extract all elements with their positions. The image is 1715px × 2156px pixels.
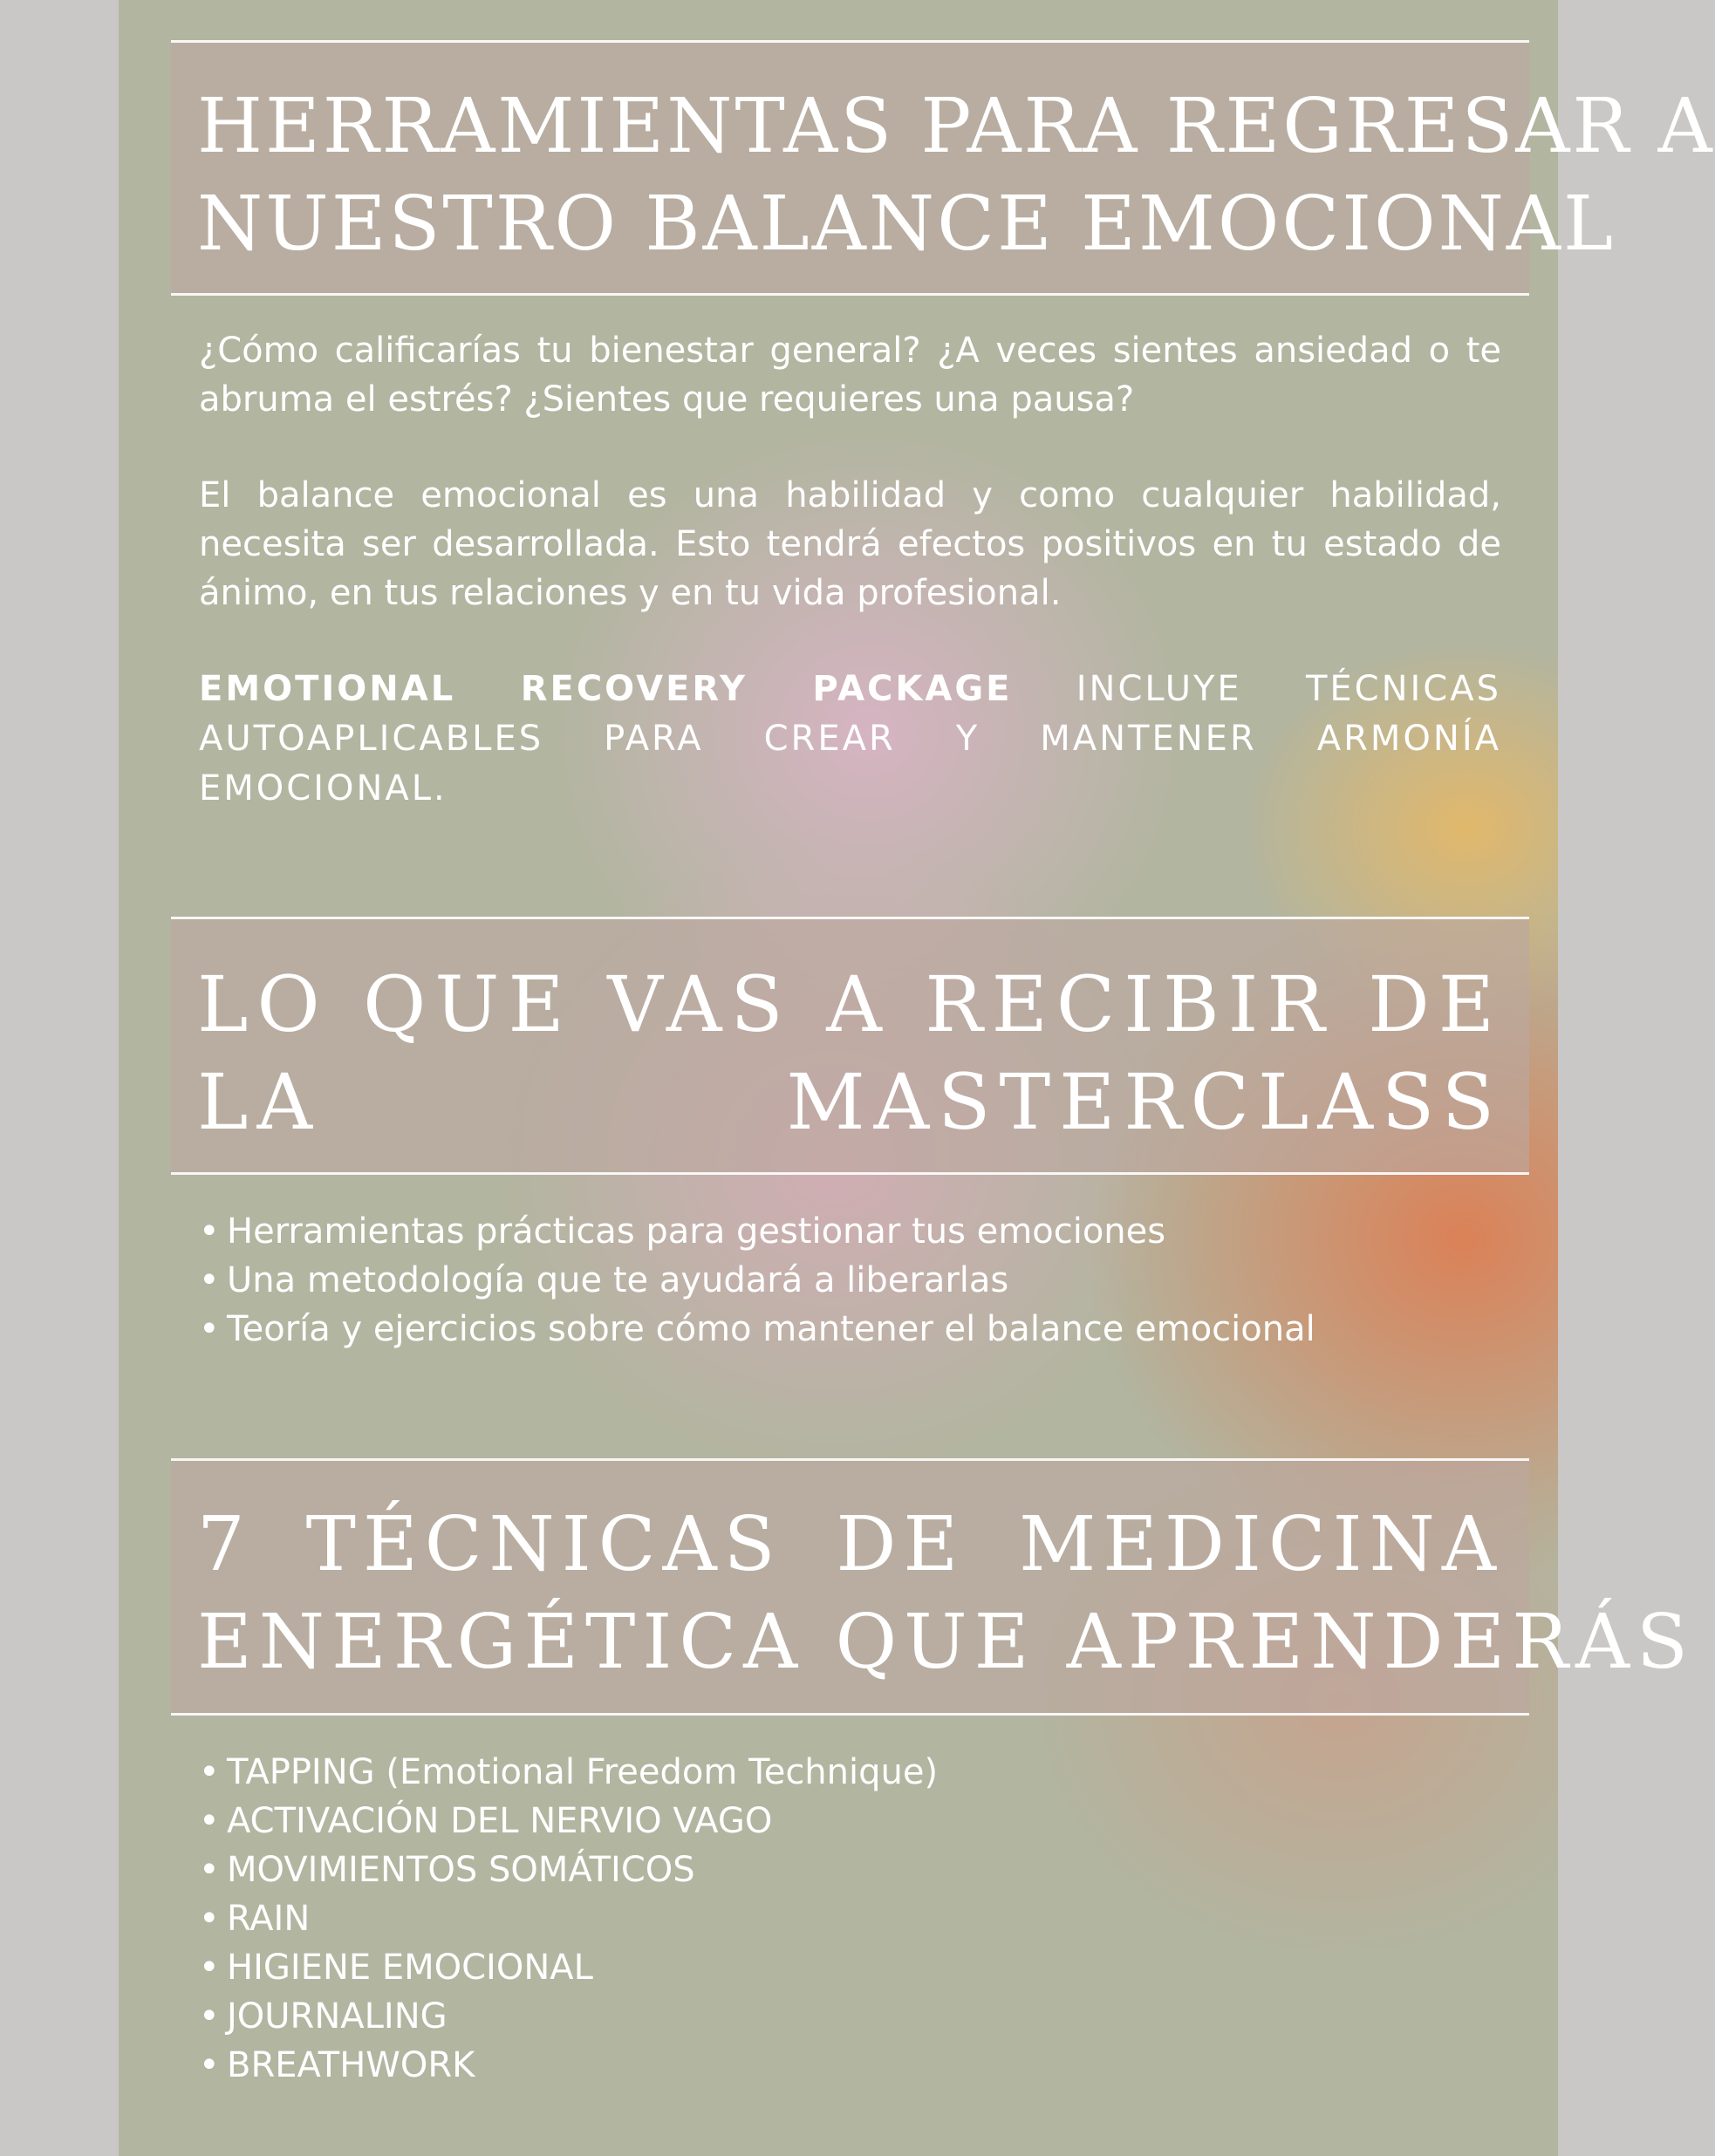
bullet-icon: • [199,2045,220,2085]
list-item: • Una metodología que te ayudará a liberarlas [199,1256,1501,1305]
intro-paragraph: ¿Cómo calificarías tu bienestar general? ¿A veces sientes ansiedad o te abruma el estrés? ¿Sientes que requieres una pausa? [199,331,1501,420]
section-title-techniques [171,1458,1695,1716]
flyer-page [119,0,1715,2156]
list-item: • MOVIMIENTOS SOMÁTICOS [199,1846,1501,1894]
title-line: LO QUE VAS A RECIBIR DE [197,959,1503,1049]
bullet-icon: • [199,1899,220,1939]
title-line: LA MASTERCLASS [197,1057,1503,1147]
bullet-icon: • [199,1309,220,1349]
list-item: • JOURNALING [199,1992,1501,2041]
list-item: • Teoría y ejercicios sobre cómo mantener el balance emocional [199,1305,1501,1354]
package-statement [199,665,1501,814]
bullet-icon: • [199,1801,220,1841]
package-description: INCLUYE TÉCNICAS AUTOAPLICABLES PARA CREAR Y MANTENER ARMONÍA EMOCIONAL. [199,669,1501,808]
intro-paragraph: El balance emocional es una habilidad y como cualquier habilidad, necesita ser desarrollada. Esto tendrá efectos positivos en tu estado de ánimo, en tus relaciones y en tu vida profesional. [199,475,1501,613]
techniques-list [199,1748,1501,2090]
bullet-icon: • [199,1850,220,1890]
list-item: • ACTIVACIÓN DEL NERVIO VAGO [199,1797,1501,1846]
bullet-icon: • [199,1752,220,1792]
list-item: • HIGIENE EMOCIONAL [199,1943,1501,1992]
bullet-icon: • [199,1996,220,2037]
list-item: • Herramientas prácticas para gestionar tus emociones [199,1207,1501,1256]
bullet-icon: • [199,1260,220,1300]
list-item: • TAPPING (Emotional Freedom Technique) [199,1748,1501,1797]
masterclass-benefits-list [199,1207,1501,1354]
title-line: HERRAMIENTAS PARA REGRESAR A [197,83,1715,170]
title-line: ENERGÉTICA QUE APRENDERÁS [197,1599,1695,1686]
section-title-masterclass [171,917,1529,1175]
list-item: • BREATHWORK [199,2041,1501,2090]
section-title-balance [171,40,1715,296]
bullet-icon: • [199,1948,220,1988]
bullet-icon: • [199,1211,220,1252]
title-line: 7 TÉCNICAS DE MEDICINA [197,1501,1503,1588]
title-line: NUESTRO BALANCE EMOCIONAL [197,181,1616,268]
intro-text [199,326,1501,617]
package-name: EMOTIONAL RECOVERY PACKAGE [199,669,1013,709]
list-item: • RAIN [199,1894,1501,1943]
